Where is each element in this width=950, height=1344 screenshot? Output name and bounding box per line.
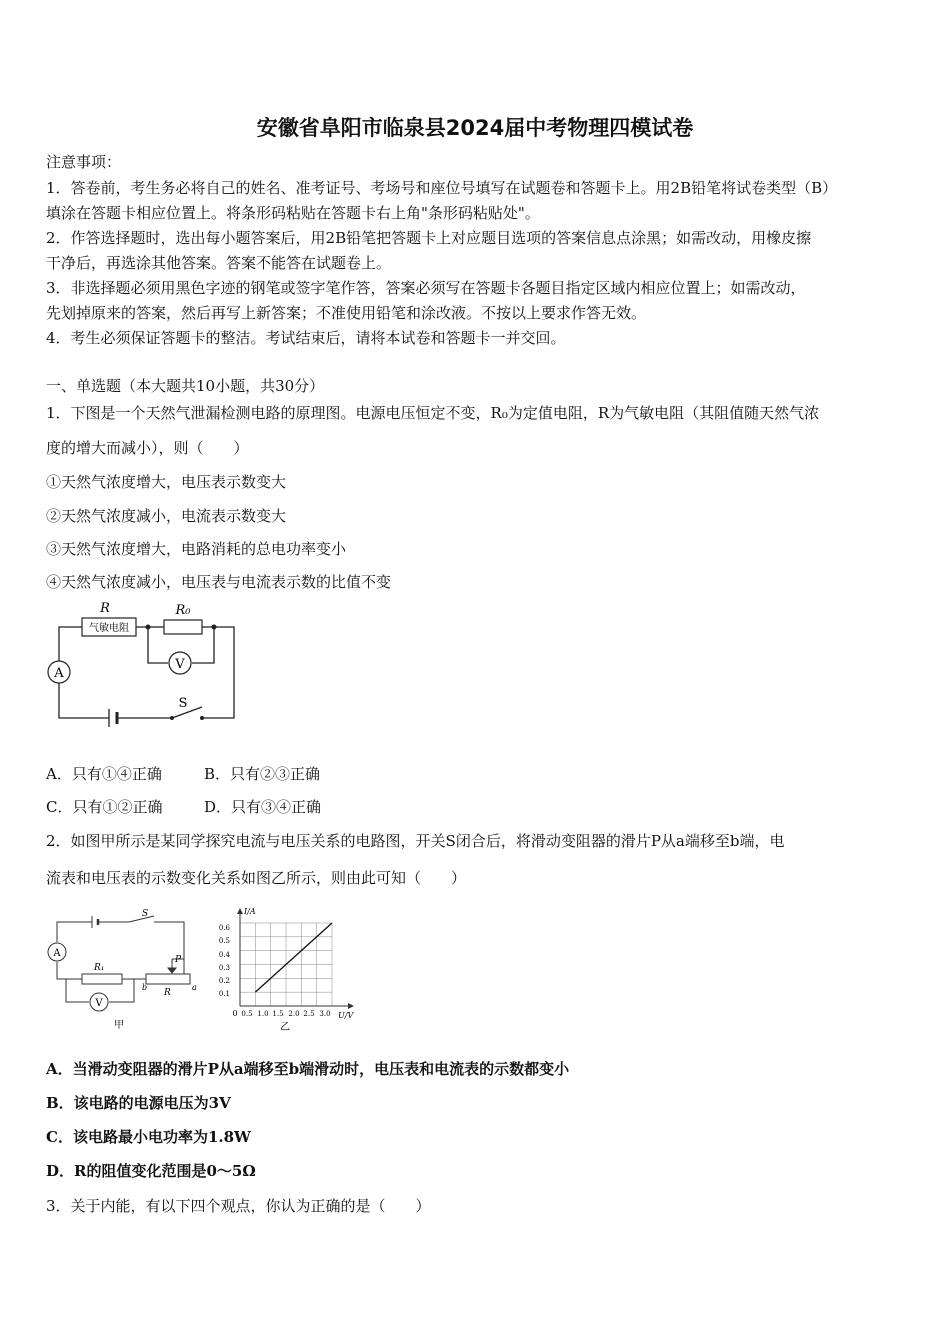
x-tick-label: 0.5: [241, 1010, 253, 1018]
q2-option-c: C．该电路最小电功率为1.8W: [46, 1128, 251, 1146]
q2-stem: 2．如图甲所示是某同学探究电流与电压关系的电路图，开关S闭合后，将滑动变阻器的滑片P从a端移至b端，电: [46, 832, 785, 850]
switch-contact: [200, 716, 204, 720]
q1-circuit-diagram: [44, 598, 244, 728]
sensor-label: 气敏电阻: [89, 623, 129, 634]
x-axis-arrow: [348, 1003, 354, 1009]
ammeter-label: A: [54, 666, 64, 681]
junction-dot: [212, 625, 217, 630]
y-tick-label: 0.5: [218, 937, 230, 945]
y-tick-label: 0.4: [218, 951, 230, 959]
q1-stem: 度的增大而减小），则（ ）: [46, 439, 249, 457]
q2-option-a: A．当滑动变阻器的滑片P从a端移至b端滑动时，电压表和电流表的示数都变小: [46, 1060, 570, 1078]
label-r0: R₀: [175, 603, 191, 618]
notice-line: 干净后，再选涂其他答案。答案不能答在试题卷上。: [46, 254, 392, 272]
notice-line: 填涂在答题卡相应位置上。将条形码粘贴在答题卡右上角"条形码粘贴处"。: [46, 204, 540, 222]
switch-contact: [170, 716, 174, 720]
section-heading: 一、单选题（本大题共10小题，共30分）: [46, 377, 325, 395]
q1-option-a: A．只有①④正确: [46, 765, 162, 783]
page-title: 安徽省阜阳市临泉县2024届中考物理四模试卷: [256, 116, 694, 140]
notice-line: 1．答卷前，考生务必将自己的姓名、准考证号、考场号和座位号填写在试题卷和答题卡上。用2B铅笔将试卷类型（B）: [46, 179, 838, 197]
figure-caption-jia: 甲: [114, 1020, 124, 1031]
origin-label: 0: [232, 1009, 238, 1018]
resistor-r1: [82, 974, 122, 984]
end-a-label: a: [192, 983, 197, 992]
q1-option-c: C．只有①②正确: [46, 798, 163, 816]
rheostat-label: R: [164, 988, 171, 998]
q2-option-d: D．R的阻值变化范围是0～5Ω: [46, 1162, 256, 1180]
slider-label: P: [175, 955, 182, 965]
q1-statement: ②天然气浓度减小，电流表示数变大: [46, 507, 287, 525]
ammeter-label: A: [53, 948, 61, 959]
q1-statement: ④天然气浓度减小，电压表与电流表示数的比值不变: [46, 573, 392, 591]
notice-line: 2．作答选择题时，选出每小题答案后，用2B铅笔把答题卡上对应题目选项的答案信息点涂黑；如需改动，用橡皮擦: [46, 229, 812, 247]
q1-statement: ①天然气浓度增大，电压表示数变大: [46, 473, 287, 491]
y-axis-label: I/A: [244, 907, 256, 916]
r1-label: R₁: [94, 963, 105, 973]
q1-option-b: B．只有②③正确: [204, 765, 321, 783]
q1-option-d: D．只有③④正确: [204, 798, 322, 816]
q1-stem: 1．下图是一个天然气泄漏检测电路的原理图。电源电压恒定不变，R₀为定值电阻，R为气敏电阻（其阻值随天然气浓: [46, 404, 820, 422]
figure-caption-yi: 乙: [280, 1022, 290, 1033]
notice-line: 3．非选择题必须用黑色字迹的钢笔或签字笔作答，答案必须写在答题卡各题目指定区域内相应位置上；如需改动，: [46, 279, 806, 297]
rheostat: [146, 974, 190, 984]
voltmeter-label: V: [95, 998, 103, 1009]
y-tick-label: 0.6: [218, 924, 230, 932]
label-r: R: [100, 601, 110, 616]
fixed-resistor: [164, 620, 202, 634]
q2-stem: 流表和电压表的示数变化关系如图乙所示，则由此可知（ ）: [46, 869, 467, 887]
switch-label: S: [178, 696, 188, 711]
x-tick-label: 1.5: [272, 1010, 284, 1018]
x-tick-label: 2.5: [303, 1010, 315, 1018]
y-tick-label: 0.1: [218, 990, 230, 998]
x-axis-label: U/V: [338, 1011, 354, 1020]
x-tick-label: 1.0: [257, 1010, 269, 1018]
q3-stem: 3．关于内能，有以下四个观点，你认为正确的是（ ）: [46, 1197, 431, 1215]
series-line-i-u: [255, 923, 332, 992]
q2-option-b: B．该电路的电源电压为3V: [46, 1094, 231, 1112]
y-tick-label: 0.3: [218, 964, 230, 972]
junction-dot: [146, 625, 151, 630]
q1-statement: ③天然气浓度增大，电路消耗的总电功率变小: [46, 540, 347, 558]
x-tick-label: 3.0: [319, 1010, 331, 1018]
x-tick-label: 2.0: [288, 1010, 300, 1018]
y-tick-label: 0.2: [218, 977, 230, 985]
q2-circuit-jia: [44, 904, 204, 1034]
q2-chart-yi: [210, 904, 360, 1034]
end-b-label: b: [142, 983, 148, 992]
y-axis-arrow: [237, 908, 243, 914]
notice-line: 先划掉原来的答案，然后再写上新答案；不准使用铅笔和涂改液。不按以上要求作答无效。: [46, 304, 647, 322]
notice-heading: 注意事项：: [46, 153, 122, 171]
voltmeter-label: V: [175, 657, 185, 672]
switch-label: S: [142, 909, 149, 919]
notice-line: 4．考生必须保证答题卡的整洁。考试结束后，请将本试卷和答题卡一并交回。: [46, 329, 566, 347]
